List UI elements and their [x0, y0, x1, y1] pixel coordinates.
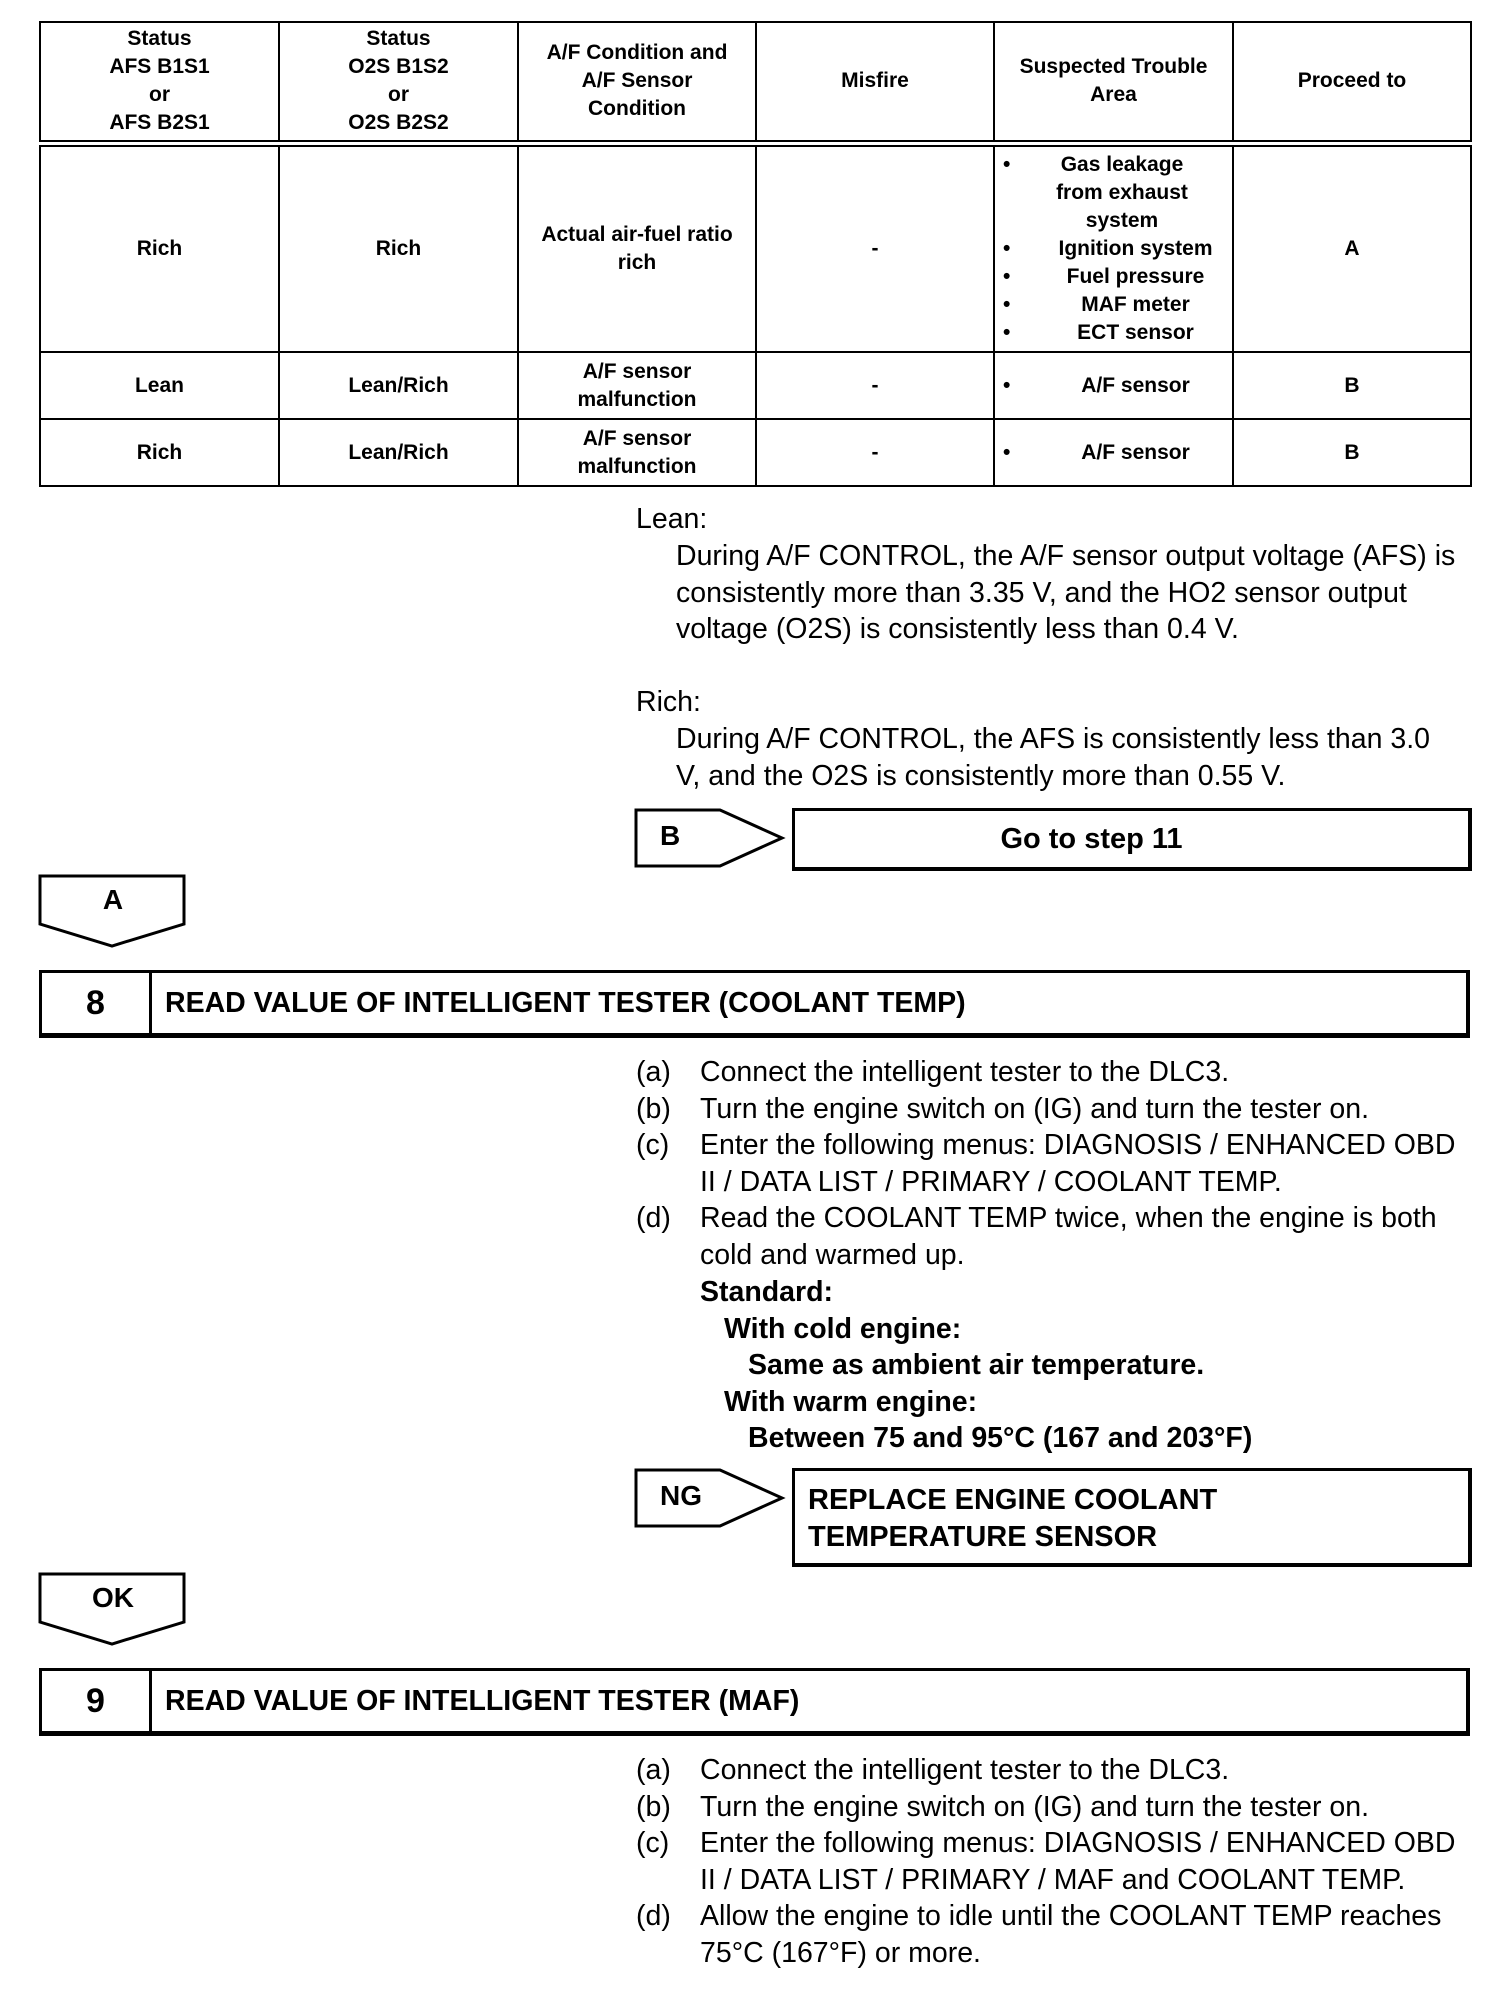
cell-afs: Rich	[40, 419, 279, 486]
table-row	[40, 419, 1471, 486]
list-item: (a) Connect the intelligent tester to the DLC3.	[636, 1056, 1230, 1088]
step-9-number: 9	[42, 1671, 152, 1731]
list-item: (b) Turn the engine switch on (IG) and turn the tester on.	[636, 1092, 1370, 1125]
rich-term: Rich:	[636, 686, 701, 718]
trouble-item: • Ignition system	[1003, 235, 1224, 263]
table-header-row	[40, 22, 1471, 143]
step-8-number: 8	[42, 973, 152, 1033]
flow-ok-label: OK	[92, 1582, 134, 1613]
cell-afs: Rich	[40, 143, 279, 352]
cell-proceed: B	[1233, 352, 1471, 419]
step-9-header	[39, 1668, 1470, 1736]
trouble-item: • A/F sensor	[1003, 439, 1224, 467]
result-ng-box	[792, 1468, 1472, 1567]
rich-definition: During A/F CONTROL, the AFS is consistently less than 3.0 V, and the O2S is consistently more than 0.55 V.	[676, 723, 1430, 792]
result-b-tag: B	[660, 820, 681, 851]
cell-o2s: Lean/Rich	[279, 352, 518, 419]
flow-a-label: A	[102, 884, 124, 915]
col-header-trouble-area: Suspected Trouble Area	[994, 22, 1233, 143]
trouble-item: • Fuel pressure	[1003, 263, 1224, 291]
list-item: (d) Allow the engine to idle until the COOLANT TEMP reaches 75°C (167°F) or more.	[636, 1900, 1442, 1969]
result-b-box	[792, 808, 1472, 871]
trouble-item: • A/F sensor	[1003, 372, 1224, 400]
cell-proceed: B	[1233, 419, 1471, 486]
cell-o2s: Lean/Rich	[279, 419, 518, 486]
result-ng-line-2: TEMPERATURE SENSOR	[808, 1521, 1158, 1553]
result-ng-tag: NG	[660, 1480, 702, 1511]
cold-engine-label: With cold engine:	[724, 1313, 962, 1345]
step-8-title: READ VALUE OF INTELLIGENT TESTER (COOLANT TEMP)	[165, 986, 966, 1019]
step-8-header	[39, 970, 1470, 1038]
list-item: (d) Read the COOLANT TEMP twice, when the engine is both cold and warmed up.	[636, 1202, 1437, 1271]
cell-trouble-area	[994, 352, 1233, 419]
result-ng-line-1: REPLACE ENGINE COOLANT	[808, 1484, 1218, 1516]
col-header-afs: Status AFS B1S1 or AFS B2S1	[40, 22, 279, 143]
cell-misfire: -	[756, 352, 994, 419]
cell-afs: Lean	[40, 352, 279, 419]
cell-trouble-area	[994, 419, 1233, 486]
warm-engine-value: Between 75 and 95°C (167 and 203°F)	[748, 1422, 1253, 1454]
table-row	[40, 352, 1471, 419]
cell-trouble-area	[994, 143, 1233, 352]
list-item: (b) Turn the engine switch on (IG) and turn the tester on.	[636, 1790, 1370, 1823]
cell-condition: A/F sensor malfunction	[518, 419, 756, 486]
cold-engine-value: Same as ambient air temperature.	[748, 1349, 1205, 1381]
col-header-o2s: Status O2S B1S2 or O2S B2S2	[279, 22, 518, 143]
trouble-item: • Gas leakage from exhaust system	[1003, 151, 1197, 235]
col-header-condition: A/F Condition and A/F Sensor Condition	[518, 22, 756, 143]
list-item: (c) Enter the following menus: DIAGNOSIS / ENHANCED OBD II / DATA LIST / PRIMARY / MAF and COOLANT TEMP.	[636, 1827, 1456, 1896]
col-header-misfire: Misfire	[756, 22, 994, 143]
trouble-item: • ECT sensor	[1003, 319, 1224, 347]
cell-proceed: A	[1233, 143, 1471, 352]
lean-definition: During A/F CONTROL, the A/F sensor output voltage (AFS) is consistently more than 3.35 V, and the HO2 sensor output voltage (O2S) is consistently less than 0.4 V.	[676, 540, 1456, 645]
cell-misfire: -	[756, 143, 994, 352]
diagnosis-table	[39, 21, 1472, 487]
warm-engine-label: With warm engine:	[724, 1386, 978, 1418]
result-ng-arrow-icon	[634, 1468, 786, 1528]
cell-misfire: -	[756, 419, 994, 486]
table-row	[40, 143, 1471, 352]
trouble-item: • MAF meter	[1003, 291, 1224, 319]
step-9-title: READ VALUE OF INTELLIGENT TESTER (MAF)	[165, 1684, 800, 1717]
step-8-instructions	[636, 1054, 1466, 1273]
lean-term: Lean:	[636, 503, 708, 535]
col-header-proceed: Proceed to	[1233, 22, 1471, 143]
standard-label: Standard:	[700, 1276, 834, 1308]
result-b-arrow-icon	[634, 808, 786, 868]
list-item: (c) Enter the following menus: DIAGNOSIS / ENHANCED OBD II / DATA LIST / PRIMARY / COOLANT TEMP.	[636, 1129, 1456, 1198]
result-b-text: Go to step 11	[1000, 822, 1183, 855]
cell-condition: A/F sensor malfunction	[518, 352, 756, 419]
cell-o2s: Rich	[279, 143, 518, 352]
cell-condition: Actual air-fuel ratio rich	[518, 143, 756, 352]
list-item: (a) Connect the intelligent tester to the DLC3.	[636, 1754, 1230, 1786]
step-9-instructions	[636, 1752, 1466, 1971]
